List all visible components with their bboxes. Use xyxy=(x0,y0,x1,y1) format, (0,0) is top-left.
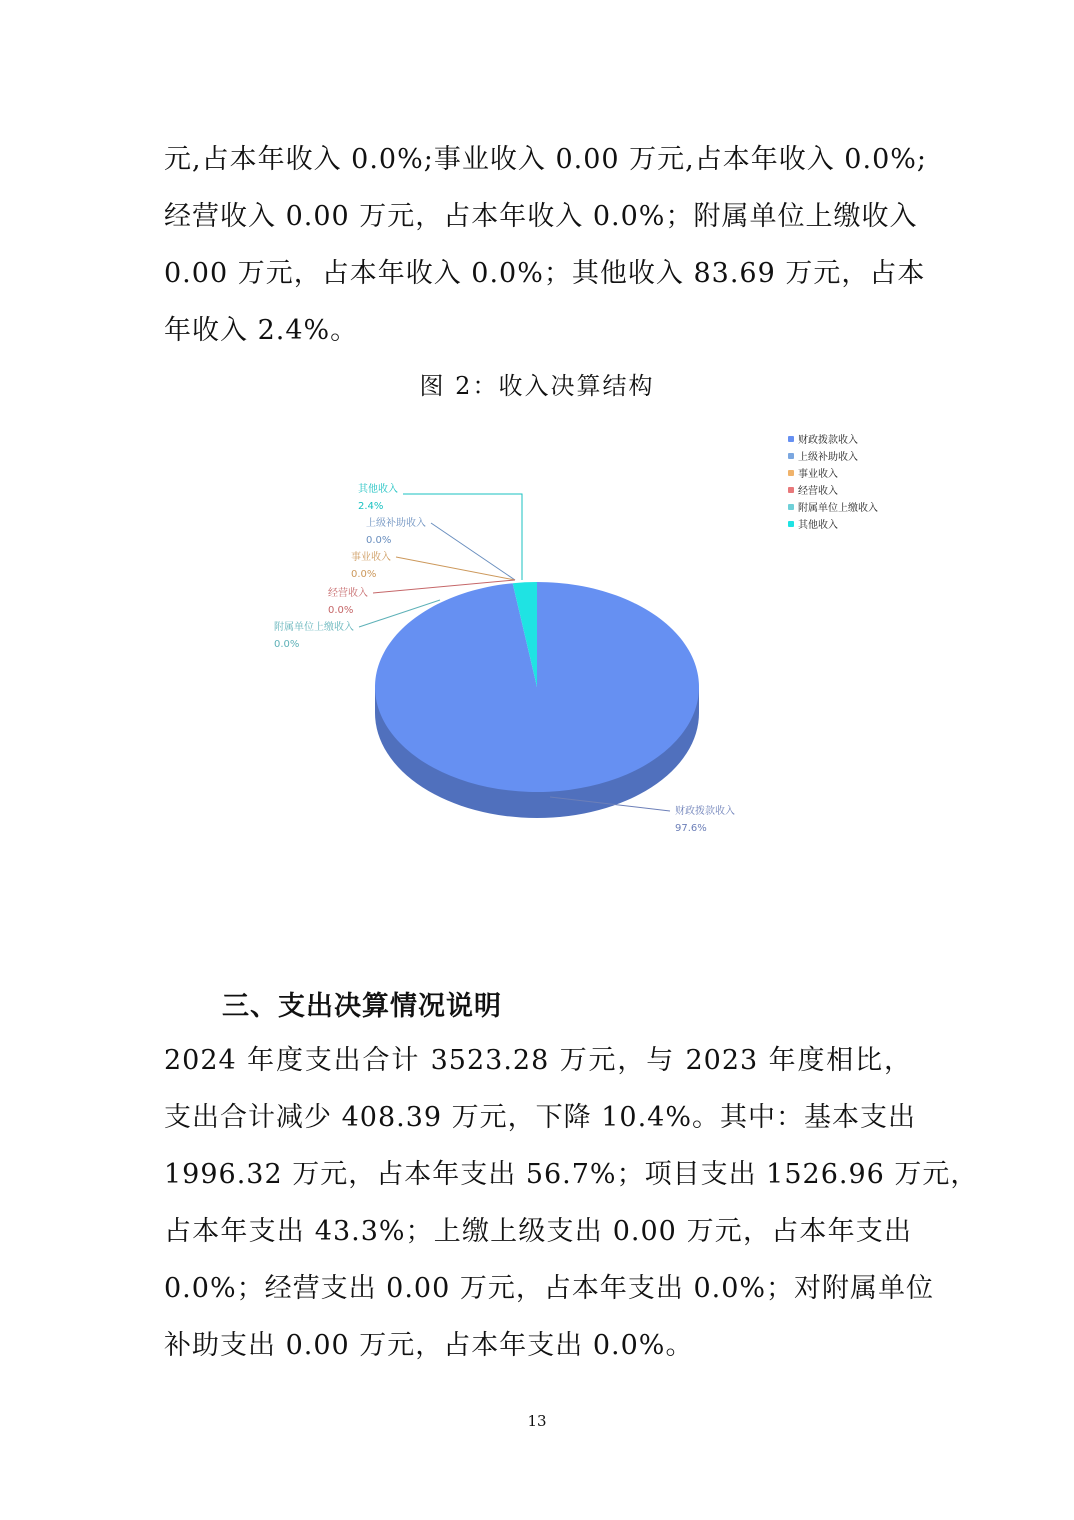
legend-swatch xyxy=(788,504,794,510)
legend-swatch xyxy=(788,453,794,459)
slice-label-name: 上级补助收入 xyxy=(366,518,426,529)
leader-line xyxy=(396,557,515,580)
slice-label-value: 97.6% xyxy=(675,823,707,834)
figure-caption: 图 2：收入决算结构 xyxy=(419,372,655,400)
income-paragraph xyxy=(164,131,927,359)
slice-label-value: 0.0% xyxy=(328,605,354,616)
slice-label-name: 其他收入 xyxy=(358,484,398,495)
expenditure-paragraph xyxy=(164,1032,979,1374)
legend-item xyxy=(788,518,838,531)
slice-label-name: 附属单位上缴收入 xyxy=(274,622,354,633)
paragraph-line: 元,占本年收入 0.0%;事业收入 0.00 万元,占本年收入 0.0%; xyxy=(164,144,927,175)
legend-item xyxy=(788,433,858,446)
legend-swatch xyxy=(788,521,794,527)
legend-label: 其他收入 xyxy=(798,520,838,531)
section-heading: 三、支出决算情况说明 xyxy=(222,991,502,1022)
legend-label: 财政拨款收入 xyxy=(798,435,858,446)
slice-label-value: 0.0% xyxy=(351,569,377,580)
slice-label-value: 0.0% xyxy=(274,639,300,650)
legend-item xyxy=(788,450,858,463)
paragraph-line: 0.0%；经营支出 0.00 万元，占本年支出 0.0%；对附属单位 xyxy=(164,1273,935,1304)
slice-label-value: 0.0% xyxy=(366,535,392,546)
paragraph-line: 1996.32 万元，占本年支出 56.7%；项目支出 1526.96 万元， xyxy=(164,1159,979,1190)
paragraph-line: 补助支出 0.00 万元，占本年支出 0.0%。 xyxy=(164,1330,694,1361)
slice-label-name: 经营收入 xyxy=(328,588,368,599)
slice-label-name: 事业收入 xyxy=(351,552,391,563)
paragraph-line: 2024 年度支出合计 3523.28 万元，与 2023 年度相比， xyxy=(164,1045,912,1076)
legend-swatch xyxy=(788,470,794,476)
paragraph-line: 0.00 万元，占本年收入 0.0%；其他收入 83.69 万元，占本 xyxy=(164,258,926,289)
paragraph-line: 年收入 2.4%。 xyxy=(164,315,359,346)
slice-label xyxy=(366,516,515,580)
page-number: 13 xyxy=(527,1412,547,1430)
slice-label-value: 2.4% xyxy=(358,501,384,512)
paragraph-line: 支出合计减少 408.39 万元，下降 10.4%。其中：基本支出 xyxy=(164,1102,916,1133)
slice-label xyxy=(351,550,515,580)
legend-label: 经营收入 xyxy=(798,486,838,497)
legend-swatch xyxy=(788,487,794,493)
legend-label: 上级补助收入 xyxy=(798,452,858,463)
leader-line xyxy=(403,494,522,580)
paragraph-line: 占本年支出 43.3%；上缴上级支出 0.00 万元，占本年支出 xyxy=(164,1216,912,1247)
legend-label: 附属单位上缴收入 xyxy=(798,503,878,514)
legend-item xyxy=(788,501,878,514)
income-pie-chart xyxy=(250,425,910,855)
legend-item xyxy=(788,484,838,497)
legend-swatch xyxy=(788,436,794,442)
legend-label: 事业收入 xyxy=(798,469,838,480)
slice-label-name: 财政拨款收入 xyxy=(675,806,735,817)
paragraph-line: 经营收入 0.00 万元，占本年收入 0.0%；附属单位上缴收入 xyxy=(164,201,918,232)
legend-item xyxy=(788,467,838,480)
